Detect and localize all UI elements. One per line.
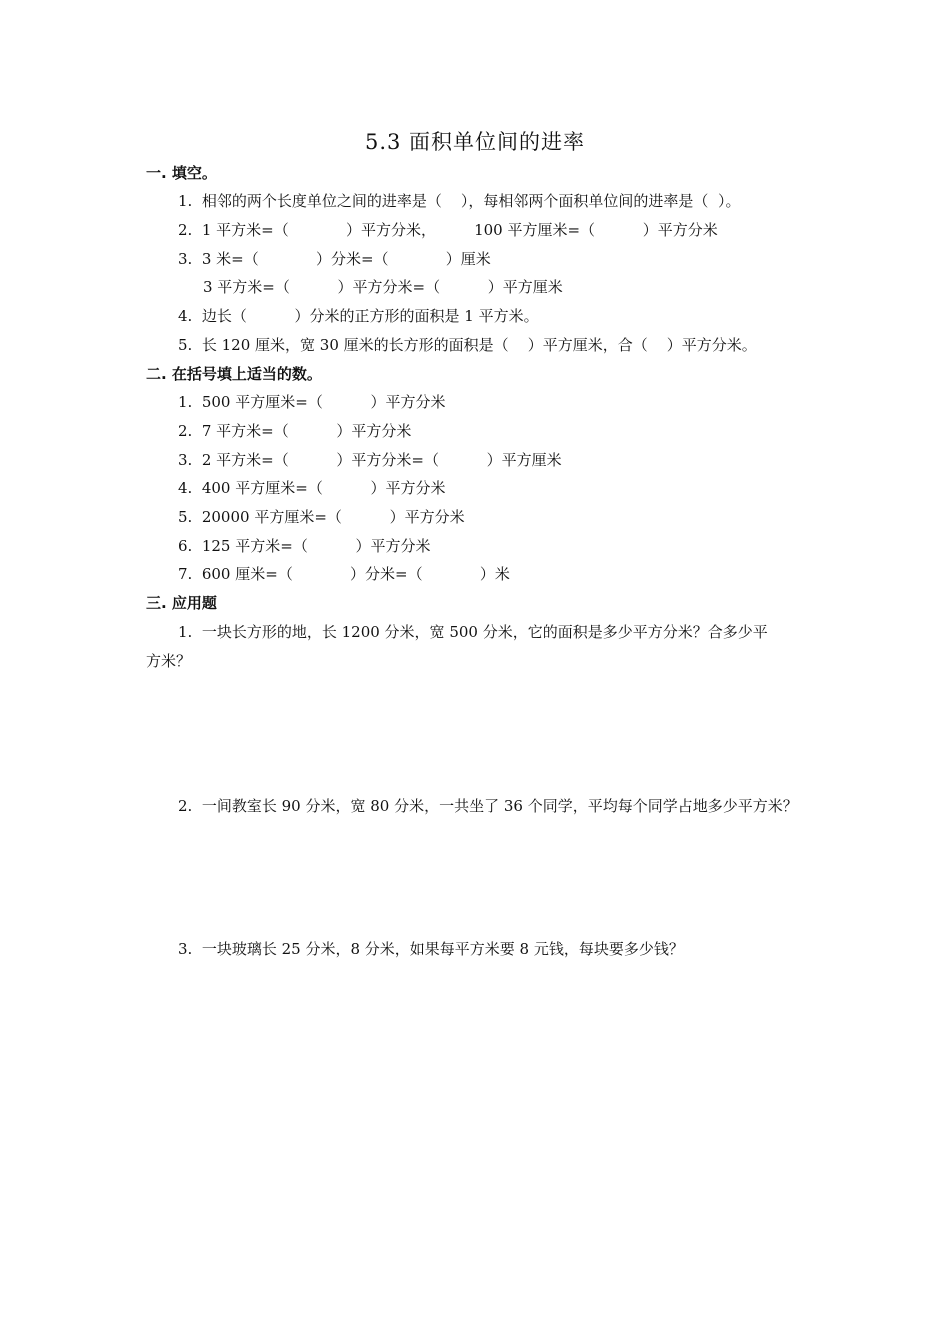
question-line: 3. 2 平方米=（ ）平方分米=（ ）平方厘米 (178, 451, 562, 469)
question-line: 4. 400 平方厘米=（ ）平方分米 (178, 479, 446, 497)
question-line: 1. 500 平方厘米=（ ）平方分米 (178, 393, 446, 411)
question-line: 7. 600 厘米=（ ）分米=（ ）米 (178, 565, 510, 583)
section-heading-word-problems: 三. 应用题 (146, 594, 217, 612)
question-line: 5. 20000 平方厘米=（ ）平方分米 (178, 508, 465, 526)
section-heading-fill-blank: 一. 填空。 (146, 164, 217, 182)
question-line: 6. 125 平方米=（ ）平方分米 (178, 537, 431, 555)
word-problem-1-line-1: 1. 一块长方形的地，长 1200 分米，宽 500 分米，它的面积是多少平方分米？合多少平 (178, 623, 768, 641)
section-heading-fill-numbers: 二. 在括号填上适当的数。 (146, 365, 322, 383)
question-line: 4. 边长（ ）分米的正方形的面积是 1 平方米。 (178, 307, 539, 325)
question-line: 3 平方米=（ ）平方分米=（ ）平方厘米 (203, 278, 563, 296)
word-problem-1-line-2: 方米？ (146, 652, 192, 670)
word-problem-2: 2. 一间教室长 90 分米，宽 80 分米，一共坐了 36 个同学，平均每个同学占地多少平方米？ (178, 797, 798, 815)
question-line: 5. 长 120 厘米，宽 30 厘米的长方形的面积是（ ）平方厘米，合（ ）平方分米。 (178, 336, 757, 354)
question-line: 1. 相邻的两个长度单位之间的进率是（ ），每相邻两个面积单位间的进率是（ ）。 (178, 192, 741, 210)
question-line: 2. 7 平方米=（ ）平方分米 (178, 422, 412, 440)
page-title: 5.3 面积单位间的进率 (364, 130, 586, 154)
question-line: 3. 3 米=（ ）分米=（ ）厘米 (178, 250, 491, 268)
word-problem-3: 3. 一块玻璃长 25 分米，8 分米，如果每平方米要 8 元钱，每块要多少钱？ (178, 940, 684, 958)
question-line: 2. 1 平方米=（ ）平方分米， 100 平方厘米=（ ）平方分米 (178, 221, 718, 239)
